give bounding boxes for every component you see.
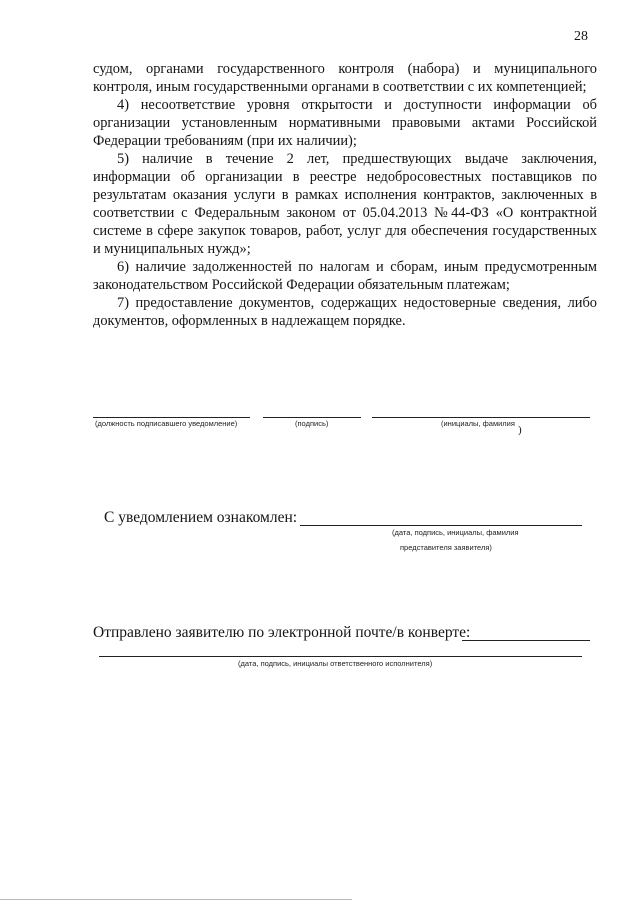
- sent-notice-line: [99, 656, 582, 657]
- signature-caption: (подпись): [295, 419, 329, 428]
- position-caption: (должность подписавшего уведомление): [95, 419, 238, 428]
- paragraph-item-5: 5) наличие в течение 2 лет, предшествующих выдаче заключения, информации об организации в реестре недобросовестных поставщиков по результатам оказания услуги в рамках исполнения контрактов, заключенных в соответствии с Федеральным законом от 05.04.2013 №44-ФЗ «О контрактной системе в сфере закупок товаров, работ, услуг для обеспечения государственных и муниципальных нужд»;: [93, 151, 597, 257]
- scan-edge-line: [0, 899, 352, 900]
- sent-notice-caption: (дата, подпись, инициалы ответственного исполнителя): [238, 659, 433, 668]
- paragraph-continuation: судом, органами государственного контроля (набора) и муниципального контроля, иным государственными органами в соответствии с их компетенцией;: [93, 61, 597, 95]
- page-number: 28: [574, 29, 588, 44]
- signature-line: [263, 417, 361, 418]
- acknowledgement-line: [300, 525, 582, 526]
- sent-notice-inline-line: [462, 640, 590, 641]
- paragraph-item-4: 4) несоответствие уровня открытости и доступности информации об организации установленным нормативными правовыми актами Российской Федерации требованиям (при их наличии);: [93, 97, 597, 149]
- name-line: [372, 417, 590, 418]
- position-line: [93, 417, 250, 418]
- name-caption: (инициалы, фамилия: [441, 419, 515, 428]
- name-caption-bracket: ): [518, 424, 522, 436]
- acknowledgement-caption-2: представителя заявителя): [400, 543, 492, 552]
- acknowledgement-caption-1: (дата, подпись, инициалы, фамилия: [392, 528, 519, 537]
- paragraph-item-7: 7) предоставление документов, содержащих недостоверные сведения, либо документов, оформленных в надлежащем порядке.: [93, 295, 597, 329]
- paragraph-item-6: 6) наличие задолженностей по налогам и сборам, иным предусмотренным законодательством Российской Федерации обязательным платежам;: [93, 259, 597, 293]
- acknowledgement-label: С уведомлением ознакомлен:: [104, 509, 298, 526]
- sent-notice-label: Отправлено заявителю по электронной почте/в конверте:: [93, 624, 471, 641]
- body-text: [93, 60, 597, 330]
